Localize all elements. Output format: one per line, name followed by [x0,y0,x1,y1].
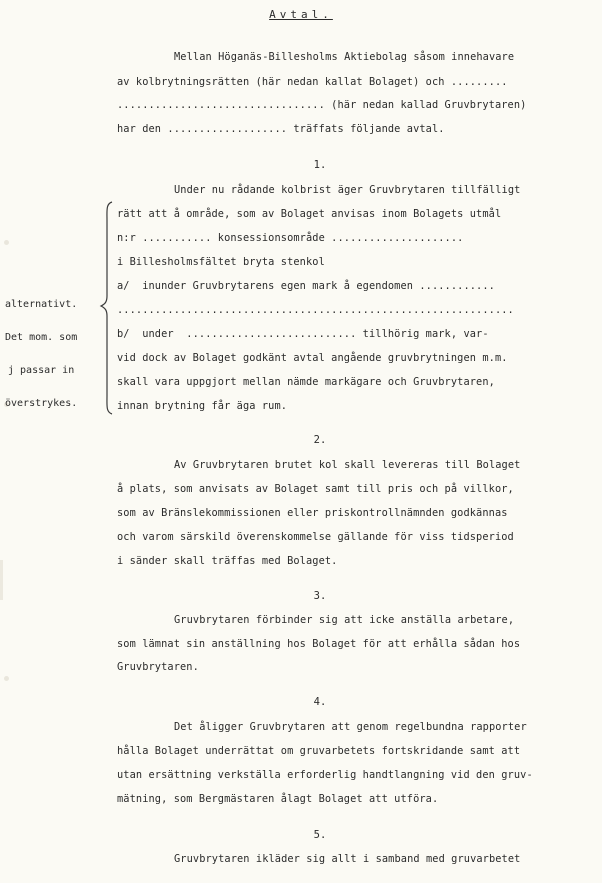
section-line: och varom särskild överenskommelse gällande för viss tidsperiod [117,531,514,543]
section-line: b/ under ........................... tillhörig mark, var- [117,328,489,340]
scan-speck [4,676,9,681]
section-line: mätning, som Bergmästaren ålagt Bolaget att utföra. [117,793,439,805]
section-line: ............................................................... [117,304,514,316]
section-line: Gruvbrytaren förbinder sig att icke anställa arbetare, [174,614,515,626]
margin-note-line: Det mom. som [5,332,78,343]
margin-note [5,277,77,420]
section-line: å plats, som anvisats av Bolaget samt till pris och på villkor, [117,483,514,495]
section-line: Gruvbrytaren ikläder sig allt i samband med gruvarbetet [174,853,521,865]
section-line: skall vara uppgjort mellan nämde markägare och Gruvbrytaren, [117,376,495,388]
section-line: Det åligger Gruvbrytaren att genom regelbundna rapporter [174,721,527,733]
intro-line: av kolbrytningsrätten (här nedan kallat Bolaget) och ......... [117,76,508,88]
margin-note-line: j passar in [8,365,75,376]
section-line: Av Gruvbrytaren brutet kol skall levereras till Bolaget [174,459,521,471]
section-line: utan ersättning verkställa erforderlig handtlangning vid den gruv- [117,769,533,781]
scan-speck [4,240,9,245]
document-title: Avtal. [269,8,333,21]
section-line: i sänder skall träffas med Bolaget. [117,555,338,567]
section-number: 1. [313,159,327,171]
section-line: som lämnat sin anställning hos Bolaget för att erhålla sådan hos [117,638,521,650]
bracket-brace [98,200,116,416]
section-line: rätt att å område, som av Bolaget anvisas inom Bolagets utmål [117,208,502,220]
section-line: som av Bränslekommissionen eller priskontrollnämnden godkännas [117,507,508,519]
section-line: i Billesholmsfältet bryta stenkol [117,256,325,268]
section-number: 3. [313,590,327,602]
margin-note-line: alternativt. [5,299,78,310]
section-line: vid dock av Bolaget godkänt avtal angående gruvbrytningen m.m. [117,352,508,364]
intro-line: ................................. (här nedan kallad Gruvbrytaren) [117,99,527,111]
section-line: Gruvbrytaren. [117,661,199,673]
section-line: hålla Bolaget underrättat om gruvarbetets fortskridande samt att [117,745,521,757]
section-line: a/ inunder Gruvbrytarens egen mark å egendomen ............ [117,280,495,292]
section-number: 5. [313,829,327,841]
section-number: 2. [313,434,327,446]
intro-line: Mellan Höganäs-Billesholms Aktiebolag såsom innehavare [174,51,515,63]
section-line: Under nu rådande kolbrist äger Gruvbrytaren tillfälligt [174,184,521,196]
margin-note-line: överstrykes. [5,398,78,409]
intro-line: har den ................... träffats följande avtal. [117,123,445,135]
section-number: 4. [313,696,327,708]
section-line: n:r ........... konsessionsområde ..................... [117,232,464,244]
section-line: innan brytning får äga rum. [117,400,288,412]
